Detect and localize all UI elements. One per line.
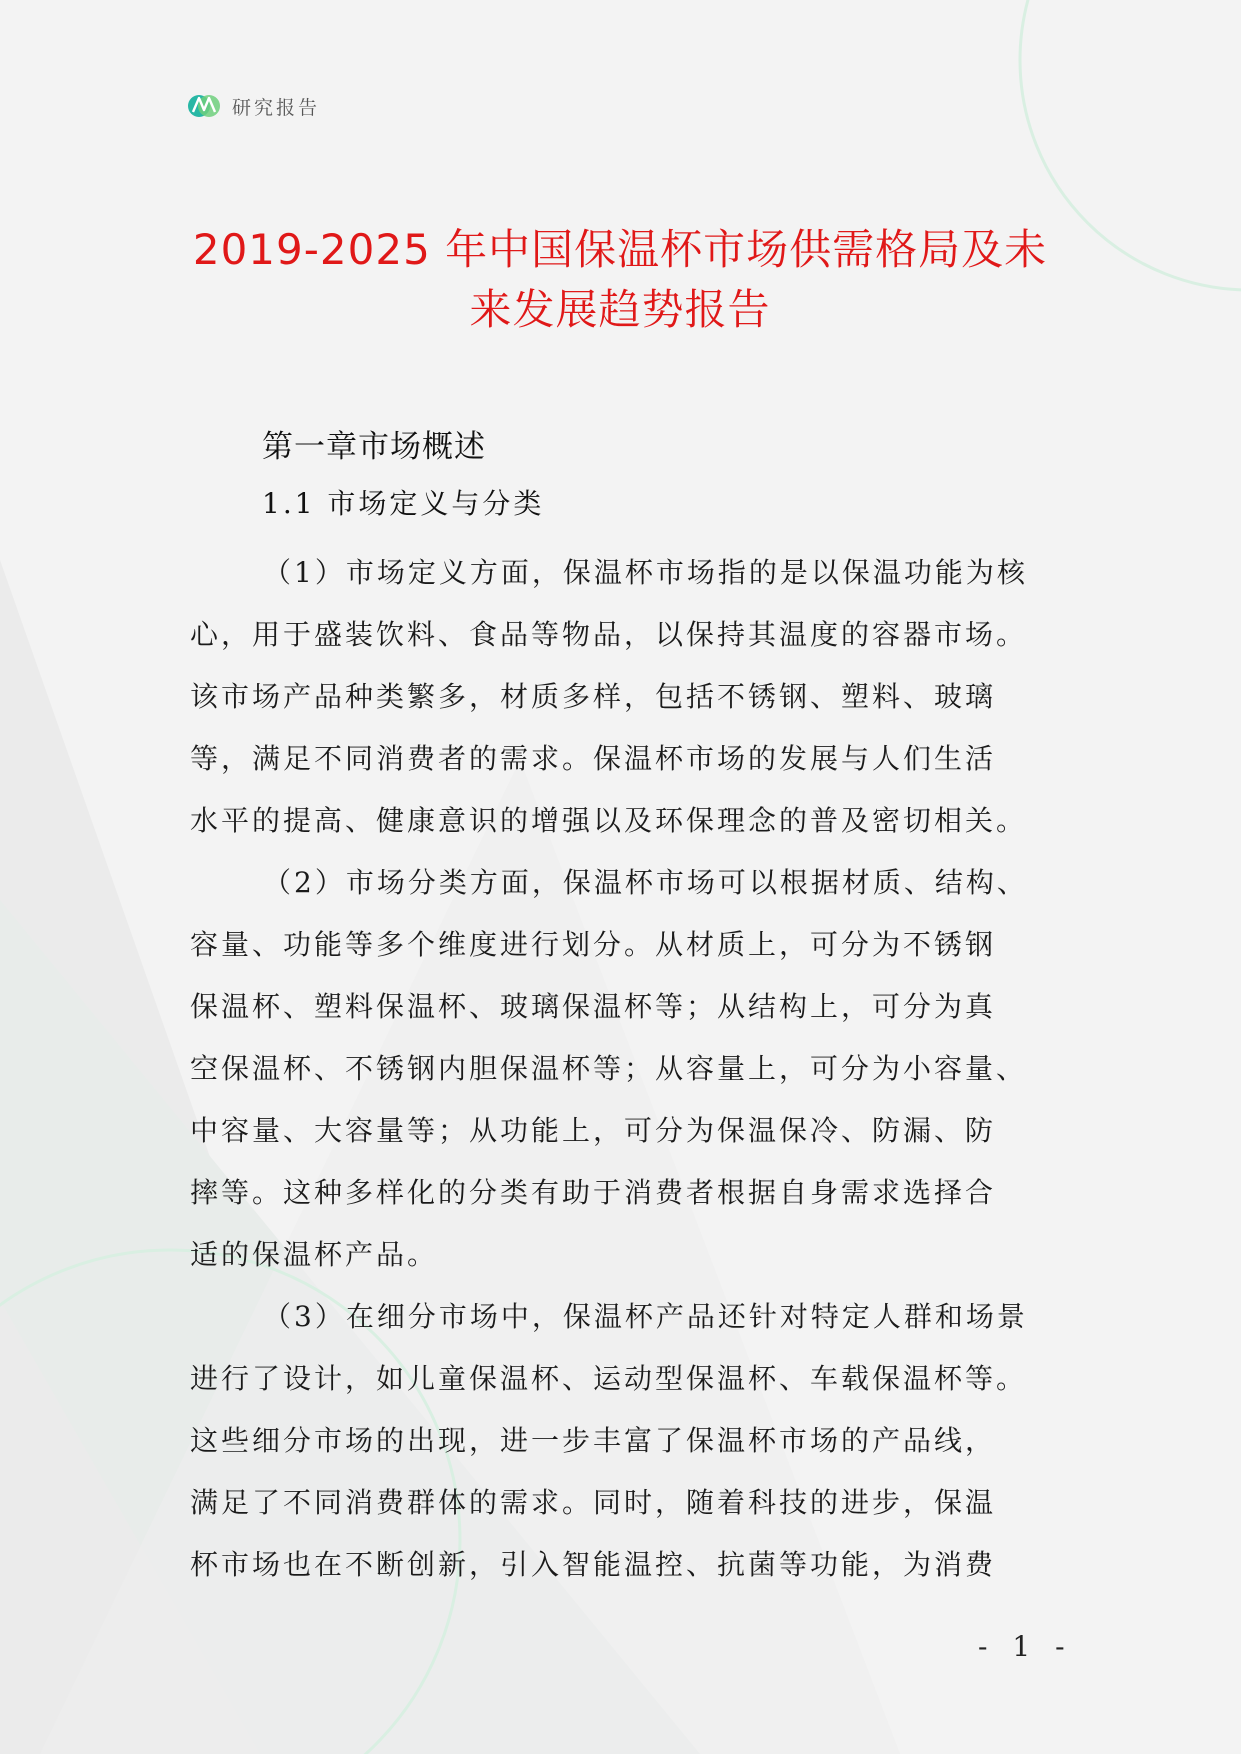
text-line: （3）在细分市场中，保温杯产品还针对特定人群和场景 — [263, 1300, 1028, 1333]
title-line-2: 来发展趋势报告 — [469, 285, 771, 334]
text-line: 水平的提高、健康意识的增强以及环保理念的普及密切相关。 — [190, 804, 1028, 837]
document-title — [170, 220, 1070, 340]
report-header — [186, 88, 320, 124]
text-line: （2）市场分类方面，保温杯市场可以根据材质、结构、 — [263, 866, 1028, 899]
text-line: 摔等。这种多样化的分类有助于消费者根据自身需求选择合 — [190, 1176, 997, 1209]
paragraph — [190, 542, 1052, 852]
brand-logo-icon — [186, 88, 222, 124]
body-text — [190, 542, 1052, 1596]
text-line: 适的保温杯产品。 — [190, 1238, 439, 1271]
text-line: 容量、功能等多个维度进行划分。从材质上，可分为不锈钢 — [190, 928, 997, 961]
paragraph — [190, 1286, 1052, 1596]
text-line: 该市场产品种类繁多，材质多样，包括不锈钢、塑料、玻璃 — [190, 680, 997, 713]
text-line: 等，满足不同消费者的需求。保温杯市场的发展与人们生活 — [190, 742, 997, 775]
text-line: 保温杯、塑料保温杯、玻璃保温杯等；从结构上，可分为真 — [190, 990, 997, 1023]
section-heading: 1.1 市场定义与分类 — [262, 487, 545, 520]
page-number: - 1 - — [978, 1630, 1073, 1663]
header-label: 研究报告 — [232, 96, 321, 119]
text-line: 这些细分市场的出现，进一步丰富了保温杯市场的产品线， — [190, 1424, 997, 1457]
text-line: 心，用于盛装饮料、食品等物品，以保持其温度的容器市场。 — [190, 618, 1028, 651]
text-line: 中容量、大容量等；从功能上，可分为保温保冷、防漏、防 — [190, 1114, 997, 1147]
paragraph — [190, 852, 1052, 1286]
text-line: 空保温杯、不锈钢内胆保温杯等；从容量上，可分为小容量、 — [190, 1052, 1028, 1085]
text-line: 满足了不同消费群体的需求。同时，随着科技的进步，保温 — [190, 1486, 997, 1519]
title-line-1: 2019-2025 年中国保温杯市场供需格局及未 — [192, 225, 1048, 274]
text-line: 杯市场也在不断创新，引入智能温控、抗菌等功能，为消费 — [190, 1548, 997, 1581]
text-line: 进行了设计，如儿童保温杯、运动型保温杯、车载保温杯等。 — [190, 1362, 1028, 1395]
chapter-heading: 第一章市场概述 — [262, 429, 486, 465]
text-line: （1）市场定义方面，保温杯市场指的是以保温功能为核 — [263, 556, 1028, 589]
